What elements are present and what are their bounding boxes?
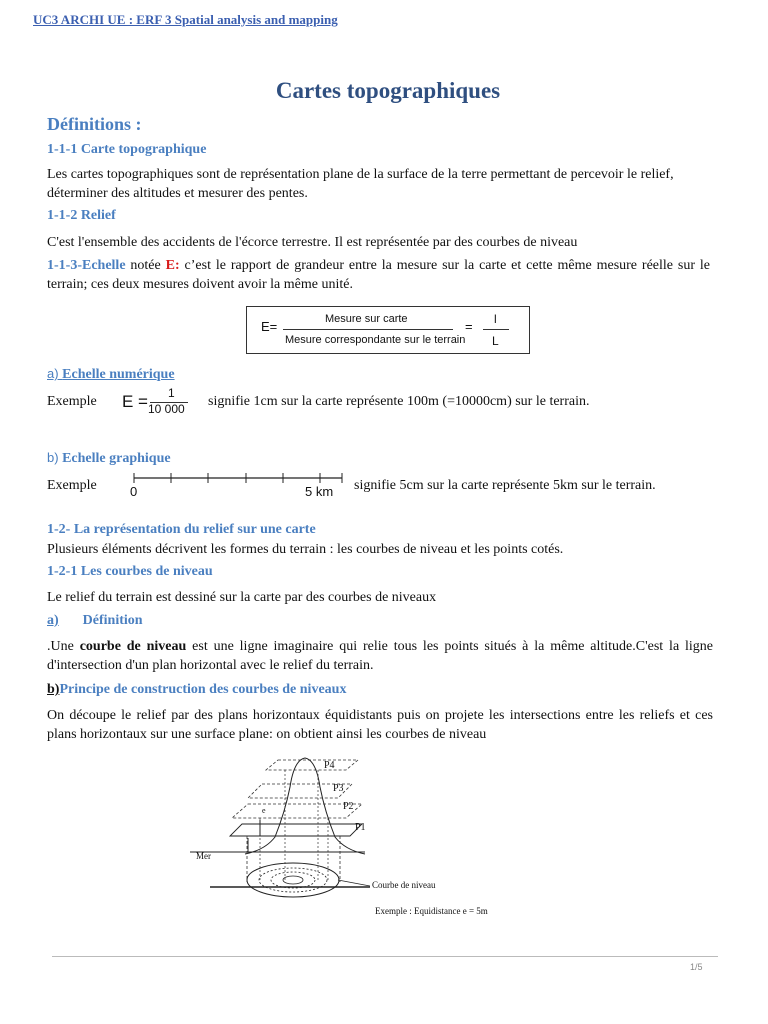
courbe-label: Courbe de niveau (372, 880, 436, 890)
section-heading-1-1-2: 1-1-2 Relief (47, 208, 116, 223)
echelle-numerique-heading (47, 366, 175, 383)
section-heading-1-2-1: 1-2-1 Les courbes de niveau (47, 564, 213, 579)
principe-title: Principe de construction des courbes de niveaux (59, 682, 347, 697)
definition-heading (47, 613, 143, 629)
page-number: 1/5 (690, 962, 703, 972)
scale-formula (246, 306, 530, 354)
footer-divider (52, 956, 718, 957)
formula-l-small: l (494, 312, 497, 326)
numeric-scale-meaning: signifie 1cm sur la carte représente 100m (=10000cm) sur le terrain. (208, 394, 590, 409)
fraction-bar-2 (483, 329, 509, 330)
principe-heading (47, 682, 346, 698)
definition-pre: .Une (47, 639, 80, 654)
list-marker-a2: a) (47, 613, 59, 628)
formula-eq: = (465, 319, 473, 334)
section-heading-1-1-3: 1-1-3-Echelle (47, 258, 126, 273)
numeric-scale-formula (120, 388, 200, 424)
section-text-1-2-1: Le relief du terrain est dessiné sur la carte par des courbes de niveaux (47, 590, 437, 605)
graphic-scale-start: 0 (130, 484, 138, 499)
numeric-scale-e: E = (122, 392, 148, 411)
formula-numerator: Mesure sur carte (325, 313, 408, 325)
example-label-graph: Exemple (47, 478, 97, 493)
definition-bold: courbe de niveau (79, 639, 187, 654)
principe-text: On découpe le relief par des plans horizontaux équidistants puis on projete les intersections entre les reliefs et ces plans horizontaux sur une surface plane: on obtient ainsi les courbes de niveau (47, 708, 713, 742)
section-heading-1-1-1: 1-1-1 Carte topographique (47, 142, 207, 157)
sea-label: Mer (196, 851, 211, 861)
list-marker-b: b) (47, 450, 59, 465)
figure-example: Exemple : Equidistance e = 5m (375, 906, 488, 916)
numeric-scale-den: 10 000 (148, 402, 185, 416)
plane-label-p4: P4 (324, 760, 335, 771)
note-text: notée (125, 258, 166, 273)
plane-label-p3: P3 (333, 783, 344, 794)
example-label-num: Exemple (47, 394, 97, 409)
echelle-graphique-title: Echelle graphique (58, 451, 171, 466)
contour-construction-figure (190, 752, 500, 932)
graphic-scale-meaning: signifie 5cm sur la carte représente 5km sur le terrain. (354, 478, 656, 493)
section-text-1-1-1: Les cartes topographiques sont de représentation plane de la surface de la terre permettant de percevoir le relief, déterminer des altitudes et mesurer des pentes. (47, 167, 674, 201)
page-title: Cartes topographiques (275, 78, 501, 103)
formula-l-big: L (492, 334, 499, 348)
section-heading-1-2: 1-2- La représentation du relief sur une carte (47, 522, 316, 537)
definitions-heading: Définitions : (47, 114, 142, 134)
formula-lhs: E= (261, 319, 278, 334)
list-marker-b2: b) (47, 682, 60, 697)
section-1-1-3 (47, 256, 710, 294)
fraction-bar (283, 329, 453, 330)
section-text-1-2: Plusieurs éléments décrivent les formes du terrain : les courbes de niveau et les points cotés. (47, 542, 564, 557)
section-text-1-1-3: c’est le rapport de grandeur entre la mesure sur la carte et cette même mesure réelle sur le terrain; ces deux mesures doivent avoir la même unité. (47, 258, 710, 292)
plane-label-p2: P2 (343, 801, 354, 812)
list-marker-a: a) (47, 366, 63, 381)
section-text-1-1-2: C'est l'ensemble des accidents de l'écorce terrestre. Il est représentée par des courbes de niveau (47, 235, 578, 250)
definition-post: est une ligne imaginaire qui relie tous les points situés à la même altitude.C'est la ligne d'intersection d'un plan horizontal avec le relief du terrain. (47, 639, 714, 673)
header-link[interactable]: UC3 ARCHI UE : ERF 3 Spatial analysis and mapping (33, 12, 338, 27)
echelle-numerique-title: Echelle numérique (62, 367, 175, 382)
equidistance-label: e (262, 806, 266, 815)
numeric-scale-num: 1 (168, 386, 175, 400)
echelle-symbol: E: (165, 258, 180, 273)
formula-denominator: Mesure correspondante sur le terrain (285, 334, 466, 346)
definition-text (47, 637, 713, 675)
plane-label-p1: P1 (355, 822, 366, 833)
definition-title: Définition (82, 613, 143, 628)
echelle-graphique-heading (47, 450, 171, 467)
graphic-scale-end: 5 km (305, 484, 334, 499)
